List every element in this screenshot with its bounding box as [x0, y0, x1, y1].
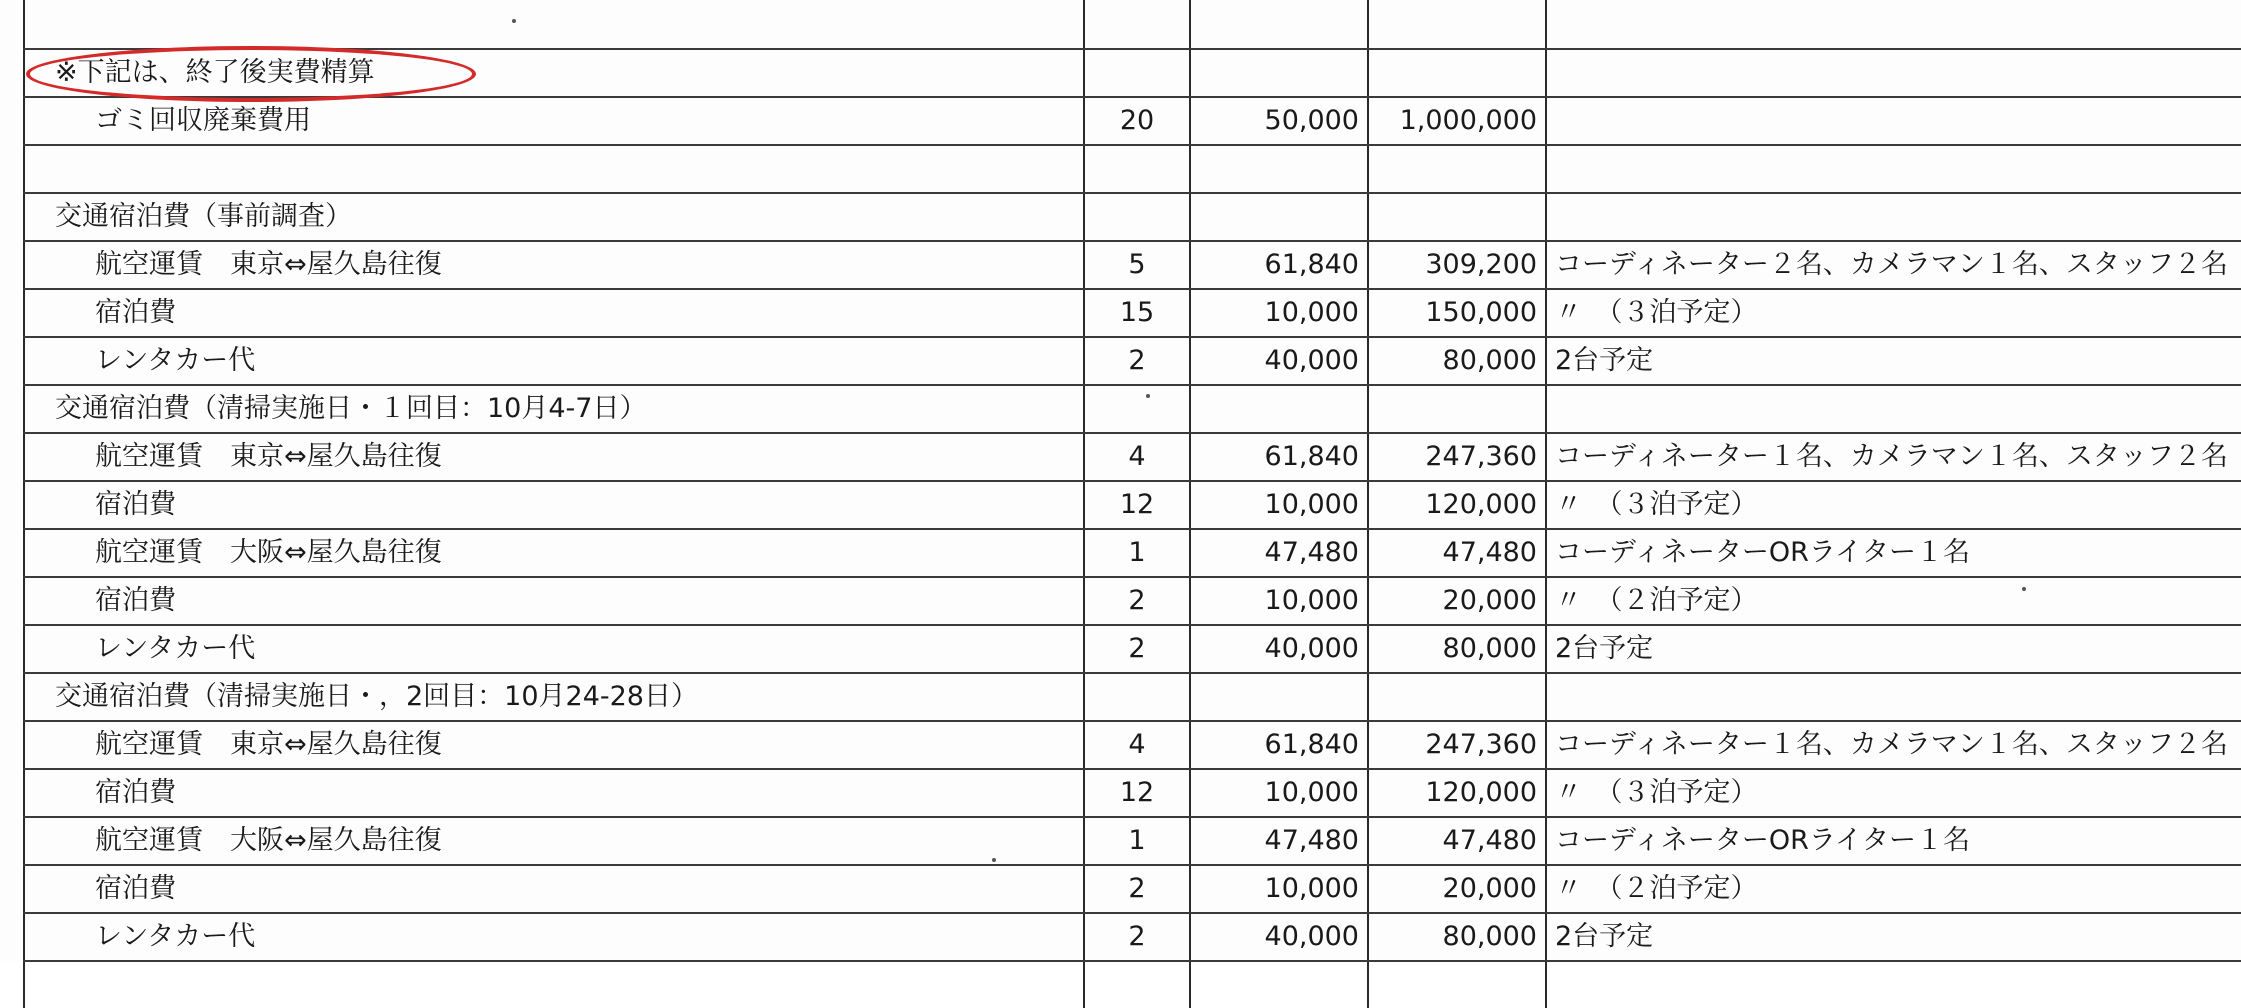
table-row	[24, 769, 2241, 817]
ink-speck	[1146, 394, 1150, 398]
remarks-cell: 〃 （２泊予定）	[1546, 865, 2241, 913]
quantity-cell	[1084, 0, 1190, 49]
amount-cell	[1368, 193, 1546, 241]
quantity-cell	[1084, 145, 1190, 193]
table-row	[24, 385, 2241, 433]
unit-price-cell	[1190, 0, 1368, 49]
remarks-cell: 2台予定	[1546, 625, 2241, 673]
amount-cell: 80,000	[1368, 913, 1546, 961]
amount-cell: 247,360	[1368, 433, 1546, 481]
table-row	[24, 865, 2241, 913]
item-cell: 交通宿泊費（清掃実施日・１回目：10月4-7日）	[24, 385, 1084, 433]
table-row	[24, 673, 2241, 721]
quantity-cell: 1	[1084, 529, 1190, 577]
quantity-cell: 15	[1084, 289, 1190, 337]
table-row	[24, 241, 2241, 289]
unit-price-cell	[1190, 145, 1368, 193]
unit-price-cell: 10,000	[1190, 577, 1368, 625]
remarks-cell: 〃 （２泊予定）	[1546, 577, 2241, 625]
quantity-cell	[1084, 961, 1190, 1008]
unit-price-cell: 40,000	[1190, 337, 1368, 385]
item-cell: レンタカー代	[24, 913, 1084, 961]
table-row	[24, 913, 2241, 961]
quantity-cell: 2	[1084, 337, 1190, 385]
item-cell	[24, 145, 1084, 193]
unit-price-cell: 61,840	[1190, 241, 1368, 289]
remarks-cell: 〃 （３泊予定）	[1546, 769, 2241, 817]
table-row	[24, 289, 2241, 337]
quantity-cell: 20	[1084, 97, 1190, 145]
quantity-cell: 1	[1084, 817, 1190, 865]
unit-price-cell: 40,000	[1190, 913, 1368, 961]
table-row	[24, 577, 2241, 625]
remarks-cell: コーディネーター１名、カメラマン１名、スタッフ２名	[1546, 433, 2241, 481]
amount-cell: 1,000,000	[1368, 97, 1546, 145]
amount-cell	[1368, 49, 1546, 97]
remarks-cell	[1546, 97, 2241, 145]
remarks-cell	[1546, 385, 2241, 433]
table-row	[24, 97, 2241, 145]
cost-table-body	[24, 0, 2241, 1008]
ink-speck	[512, 19, 516, 23]
amount-cell: 47,480	[1368, 529, 1546, 577]
item-cell: 宿泊費	[24, 577, 1084, 625]
remarks-cell	[1546, 961, 2241, 1008]
quantity-cell: 2	[1084, 865, 1190, 913]
table-row	[24, 337, 2241, 385]
amount-cell: 120,000	[1368, 769, 1546, 817]
remarks-cell: 2台予定	[1546, 913, 2241, 961]
table-row	[24, 49, 2241, 97]
item-cell: 宿泊費	[24, 289, 1084, 337]
unit-price-cell: 61,840	[1190, 721, 1368, 769]
ink-speck	[2022, 587, 2026, 591]
item-cell: 宿泊費	[24, 481, 1084, 529]
unit-price-cell: 10,000	[1190, 289, 1368, 337]
amount-cell: 150,000	[1368, 289, 1546, 337]
item-cell: 航空運賃 東京⇔屋久島往復	[24, 433, 1084, 481]
remarks-cell: コーディネーター１名、カメラマン１名、スタッフ２名	[1546, 721, 2241, 769]
item-cell: 航空運賃 東京⇔屋久島往復	[24, 721, 1084, 769]
ink-speck	[992, 858, 996, 862]
unit-price-cell	[1190, 961, 1368, 1008]
amount-cell	[1368, 0, 1546, 49]
amount-cell	[1368, 673, 1546, 721]
item-cell: ゴミ回収廃棄費用	[24, 97, 1084, 145]
item-cell: レンタカー代	[24, 337, 1084, 385]
quantity-cell: 12	[1084, 769, 1190, 817]
quantity-cell	[1084, 385, 1190, 433]
amount-cell: 47,480	[1368, 817, 1546, 865]
remarks-cell	[1546, 673, 2241, 721]
unit-price-cell: 50,000	[1190, 97, 1368, 145]
amount-cell	[1368, 145, 1546, 193]
item-cell: 宿泊費	[24, 769, 1084, 817]
item-cell: ※下記は、終了後実費精算	[24, 49, 1084, 97]
remarks-cell	[1546, 49, 2241, 97]
item-cell: 交通宿泊費（清掃実施日・，2回目：10月24-28日）	[24, 673, 1084, 721]
amount-cell: 120,000	[1368, 481, 1546, 529]
remarks-cell	[1546, 0, 2241, 49]
amount-cell	[1368, 961, 1546, 1008]
amount-cell: 20,000	[1368, 577, 1546, 625]
item-cell	[24, 961, 1084, 1008]
table-row	[24, 0, 2241, 49]
remarks-cell: 〃 （３泊予定）	[1546, 289, 2241, 337]
unit-price-cell: 10,000	[1190, 481, 1368, 529]
amount-cell	[1368, 385, 1546, 433]
unit-price-cell	[1190, 193, 1368, 241]
item-cell	[24, 0, 1084, 49]
quantity-cell: 12	[1084, 481, 1190, 529]
item-cell: 宿泊費	[24, 865, 1084, 913]
quantity-cell: 2	[1084, 577, 1190, 625]
unit-price-cell	[1190, 673, 1368, 721]
quantity-cell: 5	[1084, 241, 1190, 289]
amount-cell: 80,000	[1368, 625, 1546, 673]
remarks-cell: 2台予定	[1546, 337, 2241, 385]
quantity-cell	[1084, 49, 1190, 97]
table-row	[24, 145, 2241, 193]
table-row	[24, 529, 2241, 577]
remarks-cell	[1546, 193, 2241, 241]
unit-price-cell: 10,000	[1190, 769, 1368, 817]
unit-price-cell	[1190, 385, 1368, 433]
amount-cell: 20,000	[1368, 865, 1546, 913]
unit-price-cell: 10,000	[1190, 865, 1368, 913]
table-row	[24, 721, 2241, 769]
quantity-cell: 4	[1084, 721, 1190, 769]
unit-price-cell: 61,840	[1190, 433, 1368, 481]
table-row	[24, 625, 2241, 673]
quantity-cell: 4	[1084, 433, 1190, 481]
unit-price-cell	[1190, 49, 1368, 97]
unit-price-cell: 47,480	[1190, 529, 1368, 577]
item-cell: 航空運賃 大阪⇔屋久島往復	[24, 529, 1084, 577]
unit-price-cell: 40,000	[1190, 625, 1368, 673]
item-cell: レンタカー代	[24, 625, 1084, 673]
cost-table	[23, 0, 2241, 1008]
item-cell: 交通宿泊費（事前調査）	[24, 193, 1084, 241]
item-cell: 航空運賃 大阪⇔屋久島往復	[24, 817, 1084, 865]
remarks-cell	[1546, 145, 2241, 193]
quantity-cell	[1084, 673, 1190, 721]
table-row	[24, 817, 2241, 865]
table-row	[24, 433, 2241, 481]
quantity-cell	[1084, 193, 1190, 241]
remarks-cell: コーディネーターORライター１名	[1546, 817, 2241, 865]
quantity-cell: 2	[1084, 625, 1190, 673]
amount-cell: 247,360	[1368, 721, 1546, 769]
table-row	[24, 961, 2241, 1008]
remarks-cell: コーディネーターORライター１名	[1546, 529, 2241, 577]
unit-price-cell: 47,480	[1190, 817, 1368, 865]
table-row	[24, 193, 2241, 241]
item-cell: 航空運賃 東京⇔屋久島往復	[24, 241, 1084, 289]
amount-cell: 80,000	[1368, 337, 1546, 385]
quantity-cell: 2	[1084, 913, 1190, 961]
table-row	[24, 481, 2241, 529]
remarks-cell: 〃 （３泊予定）	[1546, 481, 2241, 529]
amount-cell: 309,200	[1368, 241, 1546, 289]
remarks-cell: コーディネーター２名、カメラマン１名、スタッフ２名	[1546, 241, 2241, 289]
